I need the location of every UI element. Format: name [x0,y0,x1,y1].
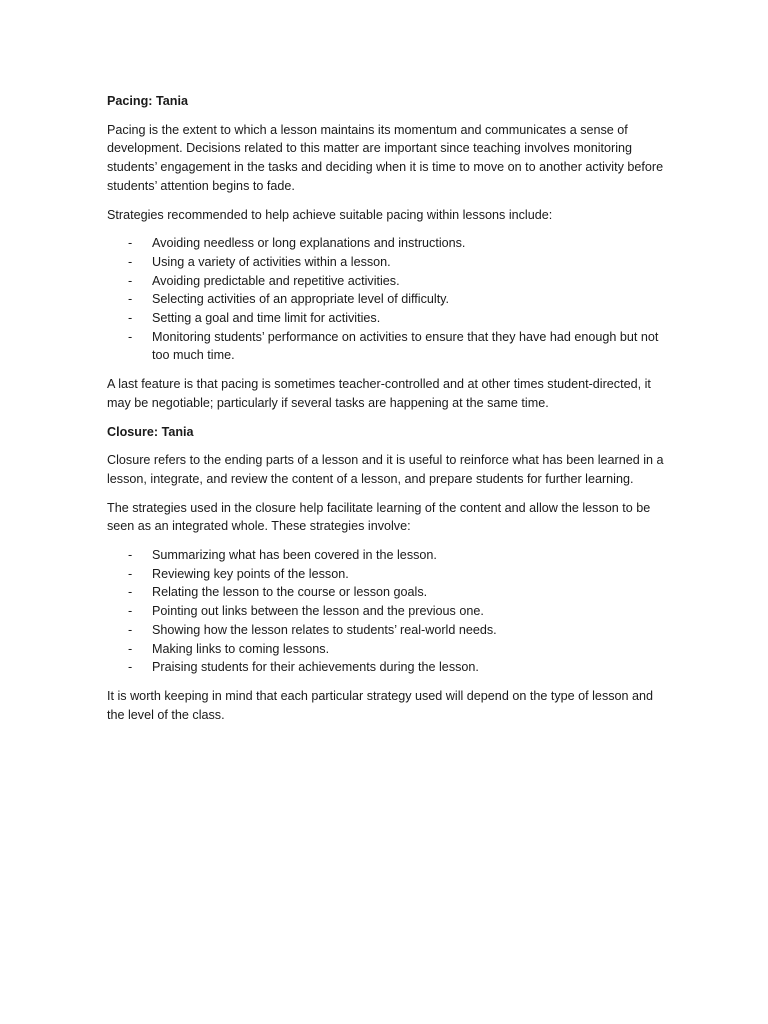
dash-marker: - [128,329,133,344]
strategies-list [107,234,668,365]
list-item [107,565,668,584]
list-item-text: Avoiding needless or long explanations and instructions. [152,236,466,251]
section-intro-paragraph: Closure refers to the ending parts of a lesson and it is useful to reinforce what has been learned in a lesson, integrate, and review the content of a lesson, and prepare students for further learning. [107,453,664,486]
list-item-text: Showing how the lesson relates to students’ real-world needs. [152,622,497,637]
list-item-text: Summarizing what has been covered in the lesson. [152,548,437,563]
list-item [107,621,668,640]
list-item-text: Relating the lesson to the course or lesson goals. [152,585,428,600]
dash-marker: - [128,585,133,600]
section-heading: Pacing: Tania [107,94,188,108]
dash-marker: - [128,622,133,637]
dash-marker: - [128,548,133,563]
section-intro-paragraph: Pacing is the extent to which a lesson maintains its momentum and communicates a sense of development. Decisions related to this matter are important since teaching involves monitoring students’ engagement in the tasks and deciding when it is time to move on to another activity before students’ attention begins to fade. [107,122,664,193]
dash-marker: - [128,236,133,251]
list-item-text: Setting a goal and time limit for activities. [152,311,381,326]
dash-marker: - [128,566,133,581]
strategies-list [107,546,668,677]
list-item-text: Avoiding predictable and repetitive activities. [152,273,400,288]
strategies-lead-paragraph: The strategies used in the closure help facilitate learning of the content and allow the lesson to be seen as an integrated whole. These strategies involve: [107,500,651,534]
list-item-text: Reviewing key points of the lesson. [152,566,349,581]
strategies-lead-paragraph: Strategies recommended to help achieve suitable pacing within lessons include: [107,207,553,222]
list-item [107,658,668,677]
dash-marker: - [128,254,133,269]
list-item-text: Selecting activities of an appropriate level of difficulty. [152,292,450,307]
dash-marker: - [128,641,133,656]
list-item [107,253,668,272]
list-item-text: Praising students for their achievements during the lesson. [152,660,479,675]
list-item [107,640,668,659]
list-item [107,290,668,309]
dash-marker: - [128,292,133,307]
list-item-text: Monitoring students’ performance on activities to ensure that they have had enough but not too much time. [152,329,659,363]
list-item-text: Pointing out links between the lesson and the previous one. [152,604,484,619]
dash-marker: - [128,273,133,288]
dash-marker: - [128,660,133,675]
list-item [107,328,668,365]
list-item [107,546,668,565]
section-heading: Closure: Tania [107,424,194,439]
list-item-text: Making links to coming lessons. [152,641,330,656]
dash-marker: - [128,604,133,619]
list-item [107,309,668,328]
section-pacing [107,92,668,413]
section-closing-paragraph: A last feature is that pacing is sometimes teacher-controlled and at other times student-directed, it may be negotiable; particularly if several tasks are happening at the same time. [107,377,651,410]
list-item [107,583,668,602]
section-closing-paragraph: It is worth keeping in mind that each particular strategy used will depend on the type of lesson and the level of the class. [107,688,654,722]
list-item [107,272,668,291]
list-item [107,234,668,253]
list-item [107,602,668,621]
section-closure [107,423,668,725]
list-item-text: Using a variety of activities within a lesson. [152,254,391,269]
dash-marker: - [128,311,133,326]
